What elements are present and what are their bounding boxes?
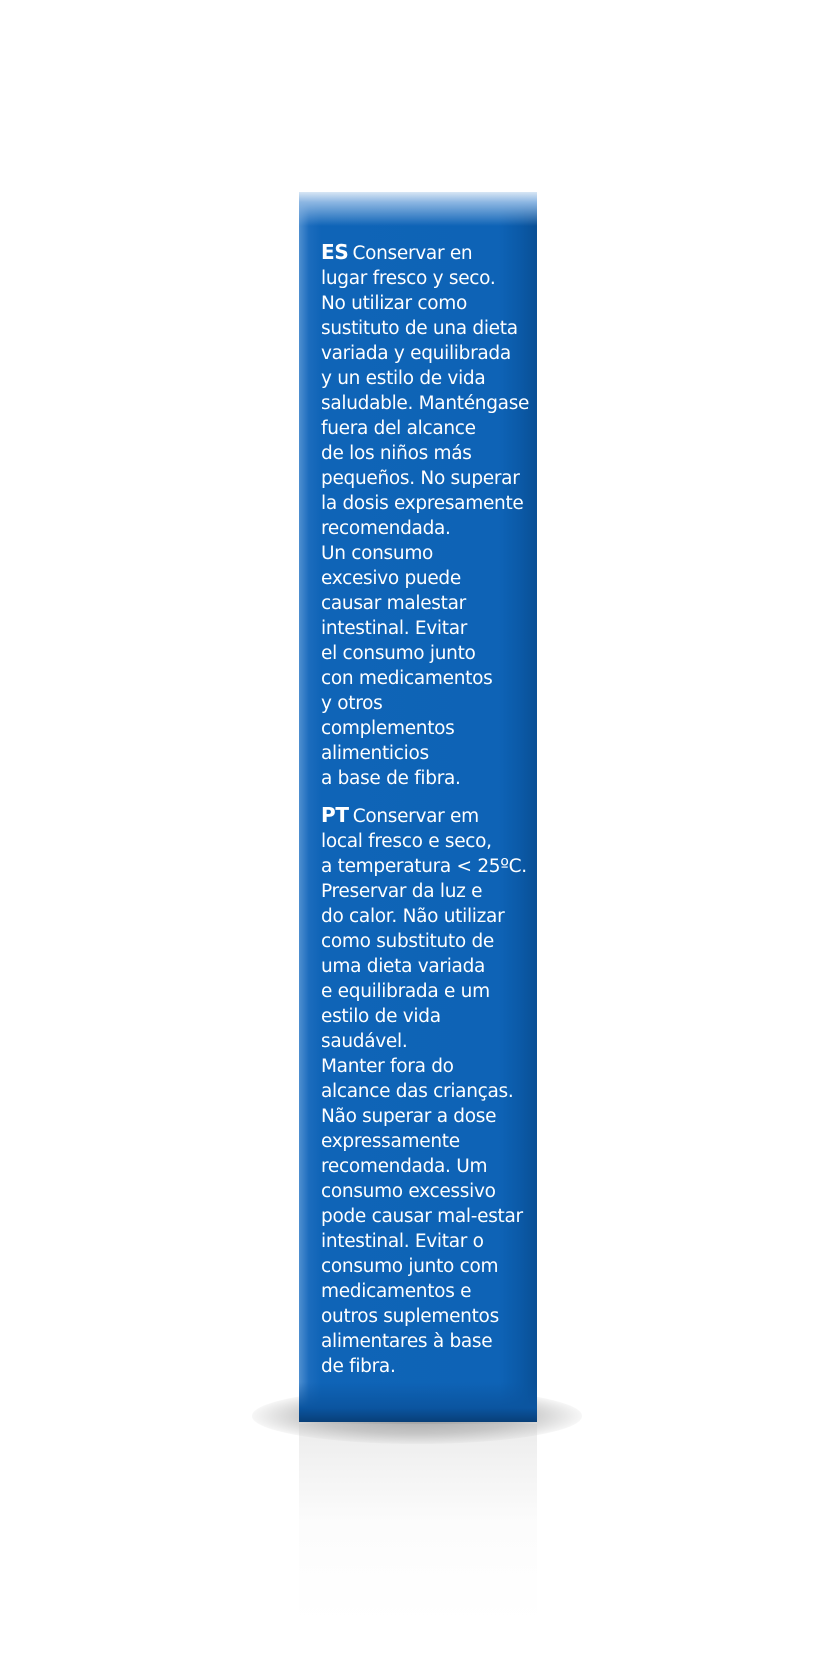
spanish-text: Conservar en lugar fresco y seco. No utilizar como sustituto de una dieta variada y equilibrada y un estilo de vida saludable. Manténgase fuera del alcance de los niños más pequeños. No superar la dosis expresamente recomendada. Un consumo excesivo puede causar malestar intestinal. Evitar el consumo junto con medicamentos y otros complementos alimenticios a base de fibra. [321, 243, 530, 789]
package-side-panel [299, 192, 537, 1422]
package-warning-text [321, 240, 531, 1391]
portuguese-text: Conservar em local fresco e seco, a temperatura < 25ºC. Preservar da luz e do calor. Não utilizar como substituto de uma dieta variada e equilibrada e um estilo de vida saudável. Manter fora do alcance das crianças. Não superar a dose expressamente recomendada. Um consumo excessivo pode causar mal-estar intestinal. Evitar o consumo junto com medicamentos e outros suplementos alimentares à base de fibra. [321, 806, 527, 1377]
box-reflection [299, 1424, 537, 1624]
lang-code-pt: PT [321, 803, 349, 827]
spanish-paragraph [321, 240, 531, 791]
lang-code-es: ES [321, 240, 349, 264]
portuguese-paragraph [321, 803, 531, 1379]
